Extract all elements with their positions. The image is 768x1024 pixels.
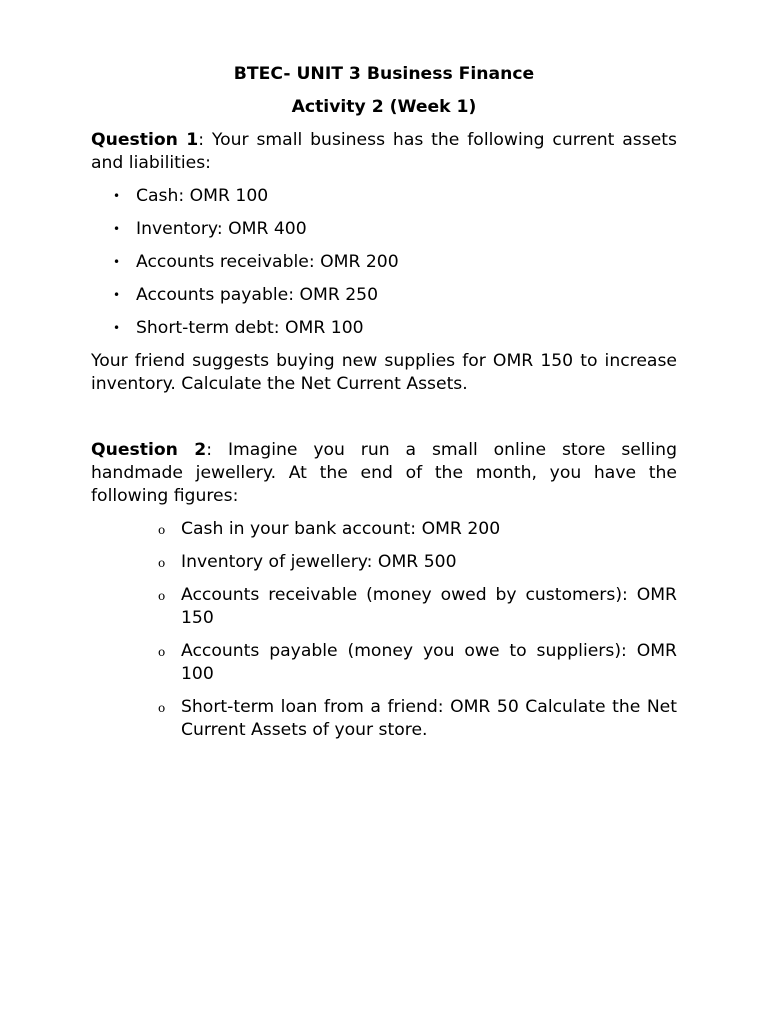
list-item-text: Short-term debt: OMR 100 — [136, 318, 364, 338]
list-item — [91, 696, 677, 742]
bullet-marker: • — [113, 255, 121, 269]
list-item — [91, 284, 677, 307]
question-1-intro — [91, 129, 677, 175]
question-2-intro-text: : Imagine you run a small online store selling handmade jewellery. At the end of the month, you have the following figures: — [91, 440, 677, 506]
sub-bullet-marker: o — [158, 701, 166, 715]
list-item-text: Short-term loan from a friend: OMR 50 Calculate the Net Current Assets of your store. — [181, 697, 677, 740]
bullet-marker: • — [113, 189, 121, 203]
bullet-marker: • — [113, 321, 121, 335]
document-body — [91, 63, 677, 752]
sub-bullet-marker: o — [158, 645, 166, 659]
sub-bullet-marker: o — [158, 523, 166, 537]
list-item-text: Accounts receivable (money owed by customers): OMR 150 — [181, 585, 677, 628]
question-2-intro — [91, 439, 677, 508]
list-item — [91, 584, 677, 630]
list-item — [91, 218, 677, 241]
list-item-text: Cash: OMR 100 — [136, 186, 269, 206]
list-item-text: Cash in your bank account: OMR 200 — [181, 519, 501, 539]
list-item-text: Accounts receivable: OMR 200 — [136, 252, 399, 272]
list-item-text: Accounts payable (money you owe to suppliers): OMR 100 — [181, 641, 677, 684]
list-item-text: Inventory: OMR 400 — [136, 219, 307, 239]
list-item — [91, 251, 677, 274]
question-1-intro-text: : Your small business has the following current assets and liabilities: — [91, 130, 677, 173]
section-spacer — [91, 396, 677, 429]
question-2-list — [91, 518, 677, 742]
question-1-list — [91, 185, 677, 340]
document-title: BTEC- UNIT 3 Business Finance — [233, 64, 535, 84]
list-item — [91, 317, 677, 340]
list-item — [91, 551, 677, 574]
sub-bullet-marker: o — [158, 589, 166, 603]
sub-bullet-marker: o — [158, 556, 166, 570]
activity-subtitle: Activity 2 (Week 1) — [291, 97, 477, 117]
list-item — [91, 640, 677, 686]
list-item — [91, 518, 677, 541]
question-2-label: Question 2 — [91, 440, 207, 460]
list-item-text: Accounts payable: OMR 250 — [136, 285, 379, 305]
question-1-task: Your friend suggests buying new supplies for OMR 150 to increase inventory. Calculate the Net Current Assets. — [91, 351, 677, 394]
bullet-marker: • — [113, 288, 121, 302]
question-1-label: Question 1 — [91, 130, 199, 150]
list-item — [91, 185, 677, 208]
bullet-marker: • — [113, 222, 121, 236]
list-item-text: Inventory of jewellery: OMR 500 — [181, 552, 457, 572]
